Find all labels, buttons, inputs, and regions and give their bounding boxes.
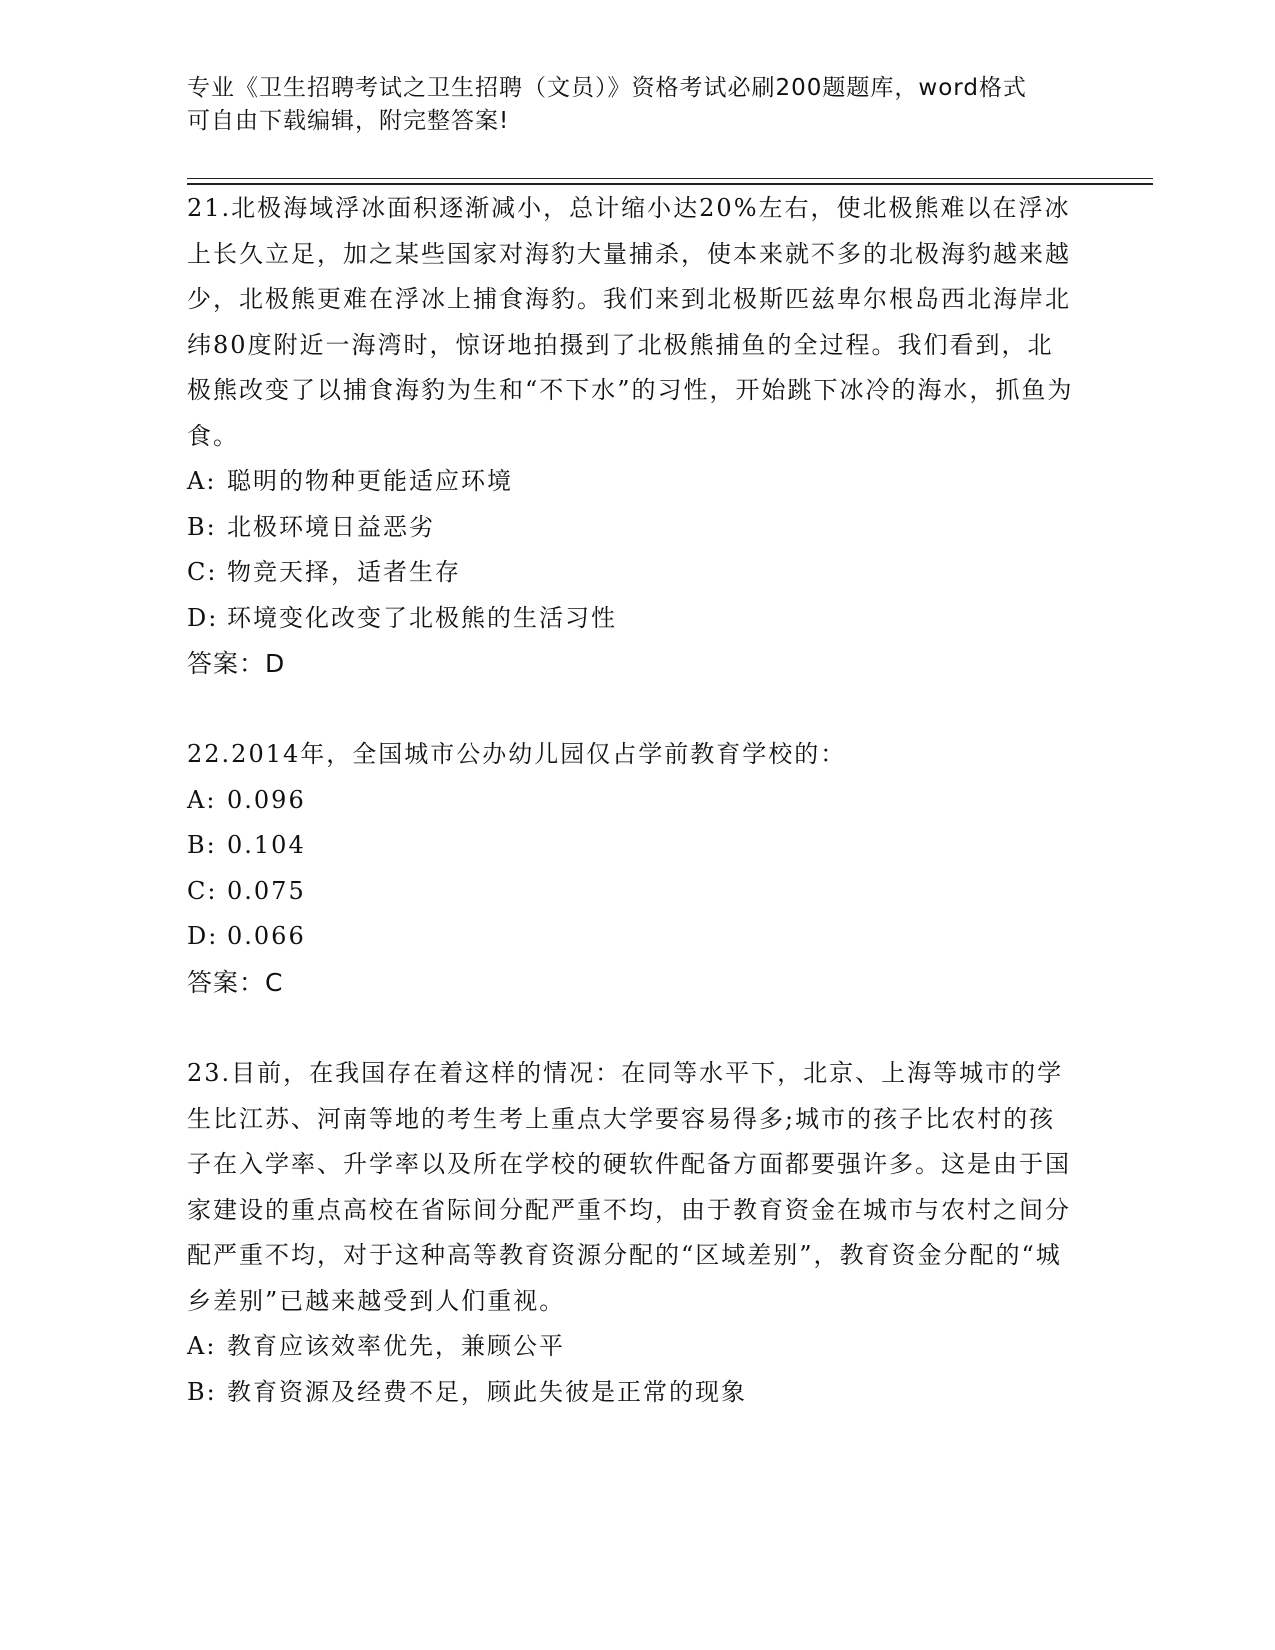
- question-23: [187, 1051, 1077, 1415]
- document-header: [187, 72, 1067, 138]
- question-22: [187, 732, 1077, 1005]
- question-21: [187, 186, 1077, 687]
- option-text: 0.096: [227, 785, 306, 814]
- option-c: [187, 869, 1077, 915]
- answer-line: 答案：D: [187, 649, 286, 678]
- option-a: [187, 459, 1077, 505]
- option-text: 物竞天择，适者生存: [227, 558, 461, 586]
- option-letter: B:: [187, 512, 217, 541]
- option-letter: C:: [187, 558, 218, 586]
- option-letter: D:: [187, 922, 219, 950]
- option-text: 北极环境日益恶劣: [227, 512, 435, 541]
- question-text: 21.北极海域浮冰面积逐渐减小，总计缩小达20%左右，使北极熊难以在浮冰上长久立足，加之某些国家对海豹大量捕杀，使本来就不多的北极海豹越来越少，北极熊更难在浮冰上捕食海豹。我们来到北极斯匹兹卑尔根岛西北海岸北纬80度附近一海湾时，惊讶地拍摄到了北极熊捕鱼的全过程。我们看到，北极熊改变了以捕食海豹为生和“不下水”的习性，开始跳下冰冷的海水，抓鱼为食。: [187, 194, 1074, 450]
- option-a: [187, 778, 1077, 824]
- option-letter: A:: [187, 467, 217, 495]
- option-b: [187, 505, 1077, 551]
- option-letter: B:: [187, 1377, 217, 1406]
- option-letter: D:: [187, 603, 219, 632]
- option-text: 环境变化改变了北极熊的生活习性: [227, 603, 617, 632]
- option-letter: B:: [187, 831, 217, 859]
- option-text: 聪明的物种更能适应环境: [227, 467, 513, 495]
- option-c: [187, 550, 1077, 596]
- option-d: [187, 914, 1077, 960]
- question-text: 23.目前，在我国存在着这样的情况：在同等水平下，北京、上海等城市的学生比江苏、河南等地的考生考上重点大学要容易得多;城市的孩子比农村的孩子在入学率、升学率以及所在学校的硬软件配备方面都要强许多。这是由于国家建设的重点高校在省际间分配严重不均，由于教育资金在城市与农村之间分配严重不均，对于这种高等教育资源分配的“区域差别”，教育资金分配的“城乡差别”已越来越受到人们重视。: [187, 1059, 1071, 1315]
- question-text: 22.2014年，全国城市公办幼儿园仅占学前教育学校的：: [187, 740, 847, 768]
- header-divider-thin: [187, 178, 1153, 179]
- header-line-2: 可自由下载编辑，附完整答案!: [187, 108, 510, 134]
- option-d: [187, 596, 1077, 642]
- option-letter: C:: [187, 876, 218, 905]
- answer-line: 答案：C: [187, 967, 284, 997]
- option-b: [187, 823, 1077, 869]
- option-text: 0.075: [227, 876, 306, 905]
- option-a: [187, 1324, 1077, 1370]
- header-line-1: 专业《卫生招聘考试之卫生招聘（文员）》资格考试必刷200题题库，word格式: [187, 75, 1027, 101]
- option-letter: A:: [187, 1332, 217, 1360]
- option-b: [187, 1370, 1077, 1416]
- header-divider-thick: [187, 183, 1153, 185]
- option-text: 0.104: [227, 831, 306, 859]
- option-text: 教育资源及经费不足，顾此失彼是正常的现象: [227, 1377, 747, 1406]
- option-text: 0.066: [227, 922, 306, 950]
- option-text: 教育应该效率优先，兼顾公平: [227, 1332, 565, 1360]
- option-letter: A:: [187, 785, 217, 814]
